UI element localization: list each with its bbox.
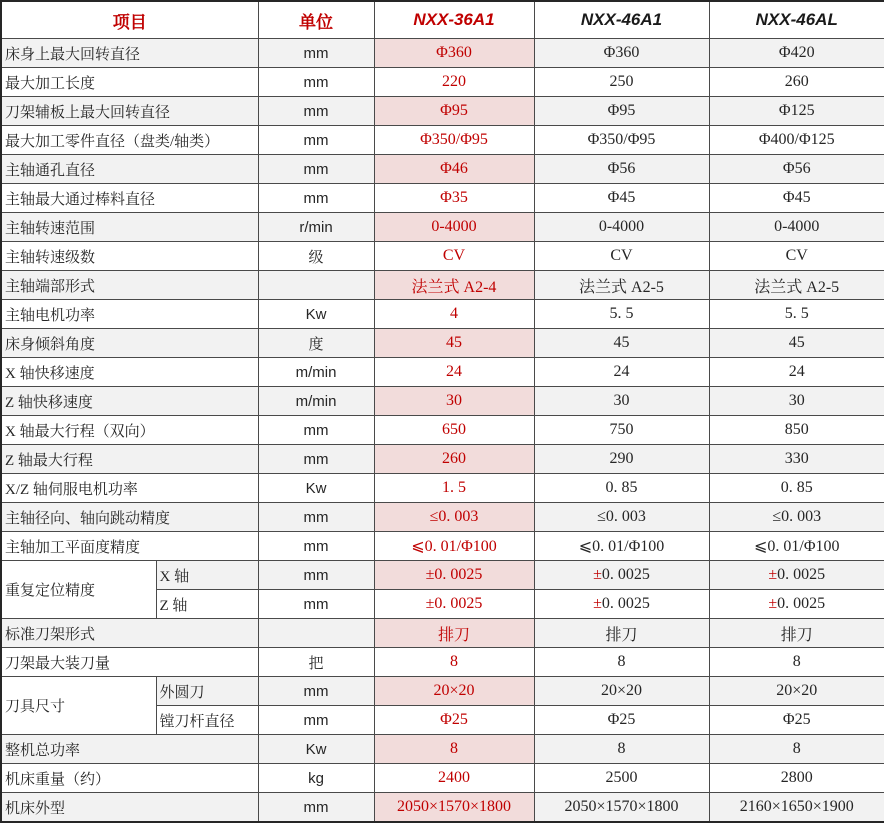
value-nxx-36a1: 260 [374,445,534,474]
value-nxx-46al: Φ125 [709,97,884,126]
value-nxx-46a1: CV [534,242,709,271]
table-row [1,445,884,474]
value-nxx-46a1: Φ350/Φ95 [534,126,709,155]
value-nxx-36a1: 0-4000 [374,213,534,242]
value-nxx-46a1: ±0. 0025 [534,590,709,619]
table-row [1,416,884,445]
value-nxx-36a1: Φ350/Φ95 [374,126,534,155]
item-label: 整机总功率 [1,735,258,764]
value-nxx-46a1: 20×20 [534,677,709,706]
header-unit-label: 单位 [258,1,374,39]
table-row [1,126,884,155]
group-label: 重复定位精度 [1,561,156,619]
sub-item-label: 外圆刀 [156,677,258,706]
item-label: 主轴径向、轴向跳动精度 [1,503,258,532]
table-row [1,213,884,242]
value-nxx-36a1: 220 [374,68,534,97]
table-row [1,39,884,68]
value-nxx-36a1: 45 [374,329,534,358]
value-nxx-36a1: Φ25 [374,706,534,735]
table-row [1,329,884,358]
item-label: 主轴端部形式 [1,271,258,300]
plus-minus-sign: ± [425,566,435,583]
item-label: Z 轴最大行程 [1,445,258,474]
value-nxx-36a1: 2400 [374,764,534,793]
unit-value [258,619,374,648]
table-row [1,764,884,793]
value-nxx-36a1: 24 [374,358,534,387]
table-row [1,503,884,532]
table-row [1,358,884,387]
value-nxx-36a1: CV [374,242,534,271]
sub-item-label: X 轴 [156,561,258,590]
value-nxx-36a1: 排刀 [374,619,534,648]
plus-minus-sign: ± [593,595,602,612]
item-label: 主轴转速级数 [1,242,258,271]
value-nxx-46a1: 290 [534,445,709,474]
value-nxx-36a1: Φ46 [374,155,534,184]
value-nxx-46al: 法兰式 A2-5 [709,271,884,300]
value-nxx-46al: Φ56 [709,155,884,184]
item-label: X 轴最大行程（双向） [1,416,258,445]
value-nxx-46a1: 8 [534,735,709,764]
item-label: 主轴最大通过棒料直径 [1,184,258,213]
table-header [1,1,884,39]
value-nxx-46al: Φ45 [709,184,884,213]
value-nxx-36a1: 1. 5 [374,474,534,503]
value-nxx-46al: 330 [709,445,884,474]
table-row [1,68,884,97]
item-label: 主轴转速范围 [1,213,258,242]
unit-value: mm [258,532,374,561]
item-label: 主轴电机功率 [1,300,258,329]
table-row [1,735,884,764]
unit-value: Kw [258,300,374,329]
value-nxx-46a1: 5. 5 [534,300,709,329]
header-model-nxx-46al: NXX-46AL [709,1,884,39]
unit-value: mm [258,155,374,184]
item-label: X 轴快移速度 [1,358,258,387]
unit-value: mm [258,416,374,445]
value-nxx-46a1: 45 [534,329,709,358]
plus-minus-sign: ± [768,566,778,583]
plus-minus-sign: ± [425,595,435,612]
unit-value: mm [258,445,374,474]
table-row [1,300,884,329]
value-nxx-36a1: 2050×1570×1800 [374,793,534,823]
table-row [1,242,884,271]
unit-value: mm [258,68,374,97]
table-body [1,39,884,823]
value-nxx-36a1: 650 [374,416,534,445]
table-row [1,793,884,823]
group-label: 刀具尺寸 [1,677,156,735]
header-model-nxx-46a1: NXX-46A1 [534,1,709,39]
value-nxx-36a1: 30 [374,387,534,416]
value-nxx-46al: 45 [709,329,884,358]
value-nxx-36a1: 法兰式 A2-4 [374,271,534,300]
value-nxx-36a1: ⩽0. 01/Φ100 [374,532,534,561]
value-nxx-46a1: 250 [534,68,709,97]
item-label: 最大加工长度 [1,68,258,97]
unit-value: mm [258,561,374,590]
unit-value: mm [258,503,374,532]
item-label: 机床重量（约） [1,764,258,793]
value-nxx-46a1: 排刀 [534,619,709,648]
sub-item-label: 镗刀杆直径 [156,706,258,735]
table-row [1,474,884,503]
value-nxx-46a1: Φ95 [534,97,709,126]
value-nxx-46al: 2800 [709,764,884,793]
value-nxx-46al: 24 [709,358,884,387]
table-row [1,184,884,213]
item-label: Z 轴快移速度 [1,387,258,416]
table-row [1,677,884,706]
value-nxx-46a1: 0. 85 [534,474,709,503]
value-nxx-46a1: 24 [534,358,709,387]
item-label: 主轴加工平面度精度 [1,532,258,561]
value-nxx-46a1: 2050×1570×1800 [534,793,709,823]
unit-value: mm [258,677,374,706]
item-label: 机床外型 [1,793,258,823]
value-nxx-46a1: ±0. 0025 [534,561,709,590]
value-nxx-36a1: ≤0. 003 [374,503,534,532]
header-model-nxx-36a1: NXX-36A1 [374,1,534,39]
table-row [1,561,884,590]
value-nxx-46al: ±0. 0025 [709,590,884,619]
item-label: 最大加工零件直径（盘类/轴类） [1,126,258,155]
table-row [1,155,884,184]
value-nxx-46a1: ≤0. 003 [534,503,709,532]
table-row [1,619,884,648]
value-nxx-46a1: 法兰式 A2-5 [534,271,709,300]
unit-value: mm [258,126,374,155]
value-nxx-46a1: 30 [534,387,709,416]
table-row [1,97,884,126]
plus-minus-sign: ± [768,595,778,612]
value-nxx-36a1: ±0. 0025 [374,561,534,590]
unit-value: mm [258,706,374,735]
value-nxx-46a1: 2500 [534,764,709,793]
table-row [1,648,884,677]
value-nxx-46al: 8 [709,735,884,764]
sub-item-label: Z 轴 [156,590,258,619]
value-nxx-46al: 30 [709,387,884,416]
value-nxx-46a1: Φ25 [534,706,709,735]
item-label: 刀架最大装刀量 [1,648,258,677]
unit-value: mm [258,793,374,823]
item-label: 床身倾斜角度 [1,329,258,358]
item-label: 标准刀架形式 [1,619,258,648]
value-nxx-46al: ⩽0. 01/Φ100 [709,532,884,561]
item-label: 床身上最大回转直径 [1,39,258,68]
unit-value: Kw [258,735,374,764]
value-nxx-46al: 0-4000 [709,213,884,242]
item-label: 刀架辅板上最大回转直径 [1,97,258,126]
value-nxx-36a1: Φ35 [374,184,534,213]
value-nxx-46al: 0. 85 [709,474,884,503]
value-nxx-36a1: 20×20 [374,677,534,706]
item-label: 主轴通孔直径 [1,155,258,184]
item-label: X/Z 轴伺服电机功率 [1,474,258,503]
value-nxx-46al: 20×20 [709,677,884,706]
value-nxx-46a1: 8 [534,648,709,677]
value-nxx-46a1: Φ360 [534,39,709,68]
value-nxx-46al: Φ400/Φ125 [709,126,884,155]
value-nxx-46al: ±0. 0025 [709,561,884,590]
header-row [1,1,884,39]
table-row [1,271,884,300]
value-nxx-46al: CV [709,242,884,271]
value-nxx-46al: ≤0. 003 [709,503,884,532]
value-nxx-46al: 260 [709,68,884,97]
value-nxx-46al: 2160×1650×1900 [709,793,884,823]
value-nxx-46a1: Φ45 [534,184,709,213]
unit-value: m/min [258,358,374,387]
unit-value: Kw [258,474,374,503]
plus-minus-sign: ± [593,566,602,583]
value-nxx-46a1: ⩽0. 01/Φ100 [534,532,709,561]
value-nxx-46a1: Φ56 [534,155,709,184]
value-nxx-46al: 排刀 [709,619,884,648]
unit-value: mm [258,590,374,619]
table-row [1,532,884,561]
unit-value: mm [258,184,374,213]
header-item-label: 项目 [1,1,258,39]
table-row [1,387,884,416]
unit-value: 级 [258,242,374,271]
value-nxx-46al: Φ420 [709,39,884,68]
value-nxx-36a1: 4 [374,300,534,329]
value-nxx-36a1: Φ360 [374,39,534,68]
unit-value: mm [258,97,374,126]
value-nxx-46al: 850 [709,416,884,445]
value-nxx-46al: 8 [709,648,884,677]
unit-value [258,271,374,300]
unit-value: m/min [258,387,374,416]
value-nxx-36a1: ±0. 0025 [374,590,534,619]
unit-value: 把 [258,648,374,677]
unit-value: mm [258,39,374,68]
value-nxx-46a1: 0-4000 [534,213,709,242]
value-nxx-46a1: 750 [534,416,709,445]
value-nxx-36a1: 8 [374,648,534,677]
unit-value: r/min [258,213,374,242]
value-nxx-46al: Φ25 [709,706,884,735]
unit-value: 度 [258,329,374,358]
value-nxx-46al: 5. 5 [709,300,884,329]
value-nxx-36a1: Φ95 [374,97,534,126]
unit-value: kg [258,764,374,793]
value-nxx-36a1: 8 [374,735,534,764]
